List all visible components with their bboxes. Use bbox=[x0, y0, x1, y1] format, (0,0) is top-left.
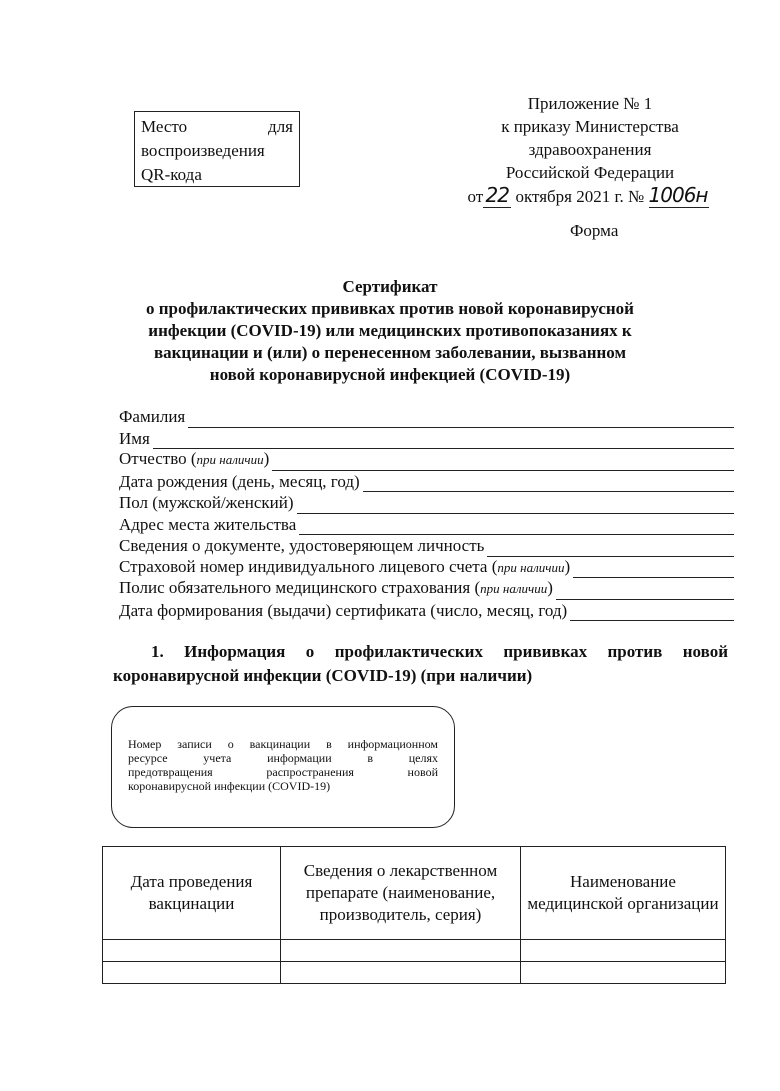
field-label-text: ) bbox=[263, 449, 270, 468]
table-header: Сведения о лекарственном препарате (наименование, производитель, серия) bbox=[281, 847, 521, 940]
table-header: Наименование медицинской организации bbox=[521, 847, 726, 940]
personal-data-fields bbox=[119, 406, 734, 621]
field-label bbox=[119, 577, 553, 600]
section-1-heading bbox=[113, 640, 728, 688]
field-label: Адрес места жительства bbox=[119, 514, 297, 534]
field-label: Сведения о документе, удостоверяющем личность bbox=[119, 536, 485, 555]
certificate-title bbox=[100, 276, 680, 386]
record-box-text: коронавирусной инфекции (COVID-19) bbox=[128, 779, 331, 793]
field-id-document bbox=[119, 535, 734, 557]
field-blank-line[interactable] bbox=[153, 432, 734, 449]
field-birth-date bbox=[119, 471, 734, 493]
table-cell[interactable] bbox=[103, 940, 281, 962]
field-blank-line[interactable] bbox=[570, 604, 734, 621]
record-box-text: предотвращения распространения новой bbox=[128, 765, 438, 779]
order-number-handwritten: 1006н bbox=[648, 183, 708, 207]
field-blank-line[interactable] bbox=[556, 583, 734, 600]
title-line: инфекции (COVID-19) или медицинских противопоказаниях к bbox=[148, 321, 632, 340]
title-line: Сертификат bbox=[342, 277, 438, 296]
section-heading-line: коронавирусной инфекции (COVID-19) (при наличии) bbox=[113, 666, 533, 685]
order-date-prefix: от bbox=[467, 187, 484, 206]
table-row bbox=[103, 962, 726, 984]
field-oms bbox=[119, 578, 734, 600]
table-cell[interactable] bbox=[521, 962, 726, 984]
table-header-row bbox=[103, 847, 726, 940]
order-date-rest: октября 2021 г. № bbox=[515, 187, 645, 206]
title-line: новой коронавирусной инфекцией (COVID-19) bbox=[209, 365, 571, 384]
field-label: Дата рождения (день, месяц, год) bbox=[119, 471, 360, 491]
field-label-text: ) bbox=[547, 578, 553, 597]
field-note: при наличии bbox=[480, 581, 548, 596]
field-label-text: Страховой номер индивидуального лицевого счета ( bbox=[119, 556, 498, 576]
field-sex bbox=[119, 492, 734, 514]
field-snils bbox=[119, 557, 734, 579]
appendix-header bbox=[467, 92, 710, 208]
appendix-line: к приказу Министерства bbox=[501, 117, 679, 136]
table-cell[interactable] bbox=[103, 962, 281, 984]
table-cell[interactable] bbox=[281, 962, 521, 984]
appendix-line: Приложение № 1 bbox=[527, 94, 653, 113]
field-note: при наличии bbox=[196, 452, 264, 467]
qr-box-text: воспроизведения bbox=[141, 141, 265, 160]
field-note: при наличии bbox=[497, 559, 565, 575]
vaccination-table bbox=[102, 846, 726, 984]
field-blank-line[interactable] bbox=[487, 540, 734, 557]
appendix-line: Российской Федерации bbox=[505, 163, 675, 182]
field-label bbox=[119, 448, 269, 471]
table-cell[interactable] bbox=[521, 940, 726, 962]
field-blank-line[interactable] bbox=[299, 518, 734, 535]
table-cell[interactable] bbox=[281, 940, 521, 962]
section-heading-line: 1. Информация о профилактических прививках против новой bbox=[151, 642, 728, 661]
field-issue-date bbox=[119, 600, 734, 622]
field-name bbox=[119, 428, 734, 450]
qr-box-text: для bbox=[268, 117, 293, 136]
field-surname bbox=[119, 406, 734, 428]
form-label: Форма bbox=[570, 221, 619, 240]
qr-box-text: QR-кода bbox=[141, 165, 202, 184]
field-blank-line[interactable] bbox=[188, 411, 734, 428]
field-blank-line[interactable] bbox=[363, 475, 734, 492]
record-box-text: ресурсе учета информации в целях bbox=[128, 751, 438, 765]
field-label: Пол (мужской/женский) bbox=[119, 493, 294, 512]
field-label-text: ) bbox=[564, 556, 571, 576]
field-address bbox=[119, 514, 734, 536]
field-label-text: Отчество ( bbox=[119, 449, 197, 468]
title-line: о профилактических прививках против новой коронавирусной bbox=[146, 299, 634, 318]
table-header: Дата проведения вакцинации bbox=[103, 847, 281, 940]
field-label: Дата формирования (выдачи) сертификата (число, месяц, год) bbox=[119, 600, 568, 620]
field-patronymic bbox=[119, 449, 734, 471]
field-blank-line[interactable] bbox=[297, 497, 734, 514]
field-label bbox=[119, 556, 570, 579]
table-row bbox=[103, 940, 726, 962]
field-label: Имя bbox=[119, 428, 150, 448]
field-label: Фамилия bbox=[119, 407, 186, 426]
title-line: вакцинации и (или) о перенесенном заболевании, вызванном bbox=[153, 343, 627, 362]
field-blank-line[interactable] bbox=[573, 561, 734, 578]
record-box-text: Номер записи о вакцинации в информационном bbox=[128, 737, 438, 751]
order-date-line bbox=[466, 184, 710, 208]
appendix-line: здравоохранения bbox=[528, 140, 652, 159]
order-day-handwritten: 22 bbox=[483, 184, 511, 208]
qr-code-placeholder bbox=[134, 111, 300, 187]
field-label-text: Полис обязательного медицинского страхования ( bbox=[119, 578, 481, 597]
vaccination-record-box bbox=[111, 706, 455, 828]
field-blank-line[interactable] bbox=[272, 454, 734, 471]
qr-box-text: Место bbox=[141, 117, 188, 136]
